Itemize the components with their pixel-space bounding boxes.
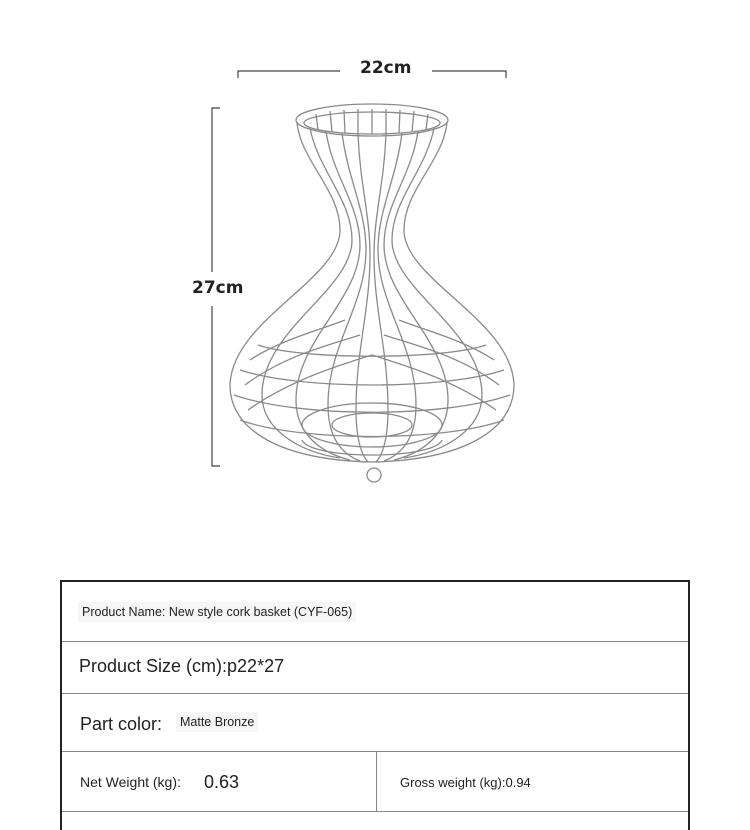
product-size-row xyxy=(62,642,688,694)
gross-weight: Gross weight (kg):0.94 xyxy=(400,775,531,790)
net-weight-label: Net Weight (kg): xyxy=(80,774,181,790)
height-label: 27cm xyxy=(188,278,247,298)
spec-table xyxy=(60,580,690,830)
width-label: 22cm xyxy=(356,58,415,78)
part-color-value: Matte Bronze xyxy=(176,712,258,732)
weight-row xyxy=(62,752,688,812)
net-weight-value: 0.63 xyxy=(204,772,240,792)
wire-basket xyxy=(230,104,514,482)
product-name-row xyxy=(62,582,688,642)
part-color-label: Part color: xyxy=(80,714,163,734)
part-color-row xyxy=(62,694,688,752)
product-name: Product Name: New style cork basket (CYF-065) xyxy=(78,602,356,622)
product-size: Product Size (cm):p22*27 xyxy=(79,656,285,676)
column-divider xyxy=(376,752,377,811)
